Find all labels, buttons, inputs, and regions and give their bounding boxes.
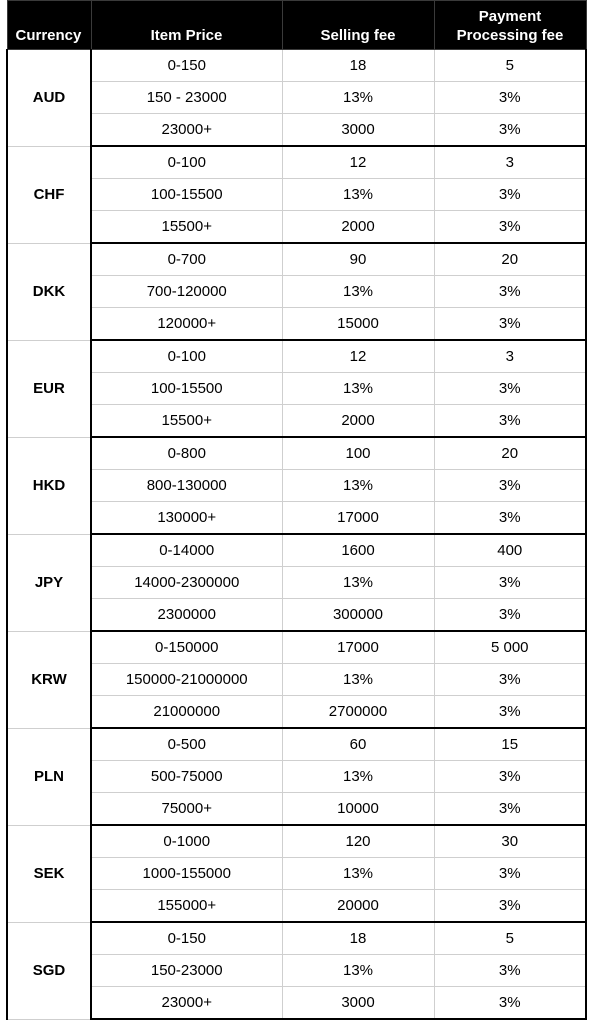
selling-fee-cell: 17000 [282,631,434,664]
payment-fee-cell: 5 [434,50,586,82]
payment-fee-cell: 30 [434,825,586,858]
item-price-cell: 155000+ [91,890,282,923]
selling-fee-cell: 300000 [282,599,434,632]
selling-fee-cell: 120 [282,825,434,858]
table-row [7,955,586,987]
table-row [7,793,586,826]
payment-fee-cell: 3% [434,308,586,341]
selling-fee-cell: 20000 [282,890,434,923]
payment-fee-cell: 3% [434,987,586,1020]
item-price-cell: 500-75000 [91,761,282,793]
selling-fee-cell: 17000 [282,502,434,535]
currency-cell: EUR [7,340,91,437]
table-row [7,502,586,535]
item-price-cell: 100-15500 [91,373,282,405]
item-price-cell: 120000+ [91,308,282,341]
payment-fee-cell: 3 [434,340,586,373]
header-currency: Currency [7,1,91,50]
currency-cell: SEK [7,825,91,922]
selling-fee-cell: 15000 [282,308,434,341]
payment-fee-cell: 5 000 [434,631,586,664]
payment-fee-cell: 3% [434,405,586,438]
item-price-cell: 23000+ [91,987,282,1020]
selling-fee-cell: 2000 [282,405,434,438]
table-row [7,631,586,664]
header-payment-fee [434,1,586,50]
item-price-cell: 21000000 [91,696,282,729]
table-row [7,599,586,632]
table-row [7,276,586,308]
item-price-cell: 15500+ [91,405,282,438]
item-price-cell: 15500+ [91,211,282,244]
selling-fee-cell: 18 [282,922,434,955]
table-header [7,1,586,50]
currency-cell: KRW [7,631,91,728]
selling-fee-cell: 18 [282,50,434,82]
currency-cell: HKD [7,437,91,534]
table-row [7,179,586,211]
payment-fee-cell: 3% [434,373,586,405]
selling-fee-cell: 13% [282,470,434,502]
selling-fee-cell: 12 [282,146,434,179]
fee-table [6,0,587,1020]
table-row [7,146,586,179]
payment-fee-cell: 3% [434,567,586,599]
selling-fee-cell: 1600 [282,534,434,567]
selling-fee-cell: 13% [282,955,434,987]
currency-cell: JPY [7,534,91,631]
payment-fee-cell: 3% [434,696,586,729]
selling-fee-cell: 2700000 [282,696,434,729]
table-row [7,825,586,858]
selling-fee-cell: 13% [282,858,434,890]
item-price-cell: 150 - 23000 [91,82,282,114]
payment-fee-cell: 20 [434,437,586,470]
header-payment-fee-line1: Payment [478,8,542,25]
table-row [7,987,586,1020]
table-row [7,534,586,567]
selling-fee-cell: 13% [282,373,434,405]
selling-fee-cell: 13% [282,276,434,308]
payment-fee-cell: 3% [434,858,586,890]
payment-fee-cell: 3% [434,82,586,114]
table-row [7,761,586,793]
selling-fee-cell: 3000 [282,987,434,1020]
selling-fee-cell: 2000 [282,211,434,244]
payment-fee-cell: 3% [434,955,586,987]
selling-fee-cell: 90 [282,243,434,276]
payment-fee-cell: 3 [434,146,586,179]
table-row [7,82,586,114]
item-price-cell: 0-100 [91,340,282,373]
item-price-cell: 0-150000 [91,631,282,664]
item-price-cell: 130000+ [91,502,282,535]
payment-fee-cell: 15 [434,728,586,761]
item-price-cell: 800-130000 [91,470,282,502]
payment-fee-cell: 3% [434,890,586,923]
payment-fee-cell: 3% [434,664,586,696]
currency-cell: AUD [7,50,91,147]
header-row [7,1,586,50]
table-row [7,340,586,373]
payment-fee-cell: 3% [434,502,586,535]
selling-fee-cell: 13% [282,82,434,114]
selling-fee-cell: 12 [282,340,434,373]
table-row [7,728,586,761]
selling-fee-cell: 13% [282,179,434,211]
table-body [7,50,586,1020]
currency-cell: SGD [7,922,91,1019]
payment-fee-cell: 3% [434,470,586,502]
item-price-cell: 0-1000 [91,825,282,858]
header-selling-fee: Selling fee [282,1,434,50]
selling-fee-cell: 3000 [282,114,434,147]
table-row [7,470,586,502]
table-row [7,922,586,955]
item-price-cell: 2300000 [91,599,282,632]
payment-fee-cell: 3% [434,276,586,308]
payment-fee-cell: 400 [434,534,586,567]
header-payment-fee-line2: Processing fee [456,27,564,44]
table-row [7,373,586,405]
table-row [7,567,586,599]
table-row [7,405,586,438]
table-row [7,890,586,923]
currency-cell: PLN [7,728,91,825]
selling-fee-cell: 13% [282,664,434,696]
item-price-cell: 1000-155000 [91,858,282,890]
table-row [7,696,586,729]
item-price-cell: 14000-2300000 [91,567,282,599]
payment-fee-cell: 20 [434,243,586,276]
table-row [7,50,586,82]
table-row [7,114,586,147]
item-price-cell: 0-150 [91,50,282,82]
table-row [7,243,586,276]
payment-fee-cell: 3% [434,761,586,793]
item-price-cell: 23000+ [91,114,282,147]
item-price-cell: 0-800 [91,437,282,470]
payment-fee-cell: 3% [434,114,586,147]
selling-fee-cell: 13% [282,761,434,793]
item-price-cell: 150-23000 [91,955,282,987]
item-price-cell: 100-15500 [91,179,282,211]
header-item-price: Item Price [91,1,282,50]
table-row [7,664,586,696]
payment-fee-cell: 3% [434,599,586,632]
item-price-cell: 0-14000 [91,534,282,567]
selling-fee-cell: 10000 [282,793,434,826]
selling-fee-cell: 100 [282,437,434,470]
payment-fee-cell: 3% [434,211,586,244]
payment-fee-cell: 3% [434,179,586,211]
currency-cell: CHF [7,146,91,243]
item-price-cell: 0-700 [91,243,282,276]
item-price-cell: 0-100 [91,146,282,179]
payment-fee-cell: 5 [434,922,586,955]
selling-fee-cell: 13% [282,567,434,599]
item-price-cell: 700-120000 [91,276,282,308]
item-price-cell: 0-150 [91,922,282,955]
table-row [7,437,586,470]
currency-cell: DKK [7,243,91,340]
item-price-cell: 75000+ [91,793,282,826]
table-row [7,308,586,341]
table-row [7,858,586,890]
table-row [7,211,586,244]
item-price-cell: 0-500 [91,728,282,761]
payment-fee-cell: 3% [434,793,586,826]
selling-fee-cell: 60 [282,728,434,761]
item-price-cell: 150000-21000000 [91,664,282,696]
